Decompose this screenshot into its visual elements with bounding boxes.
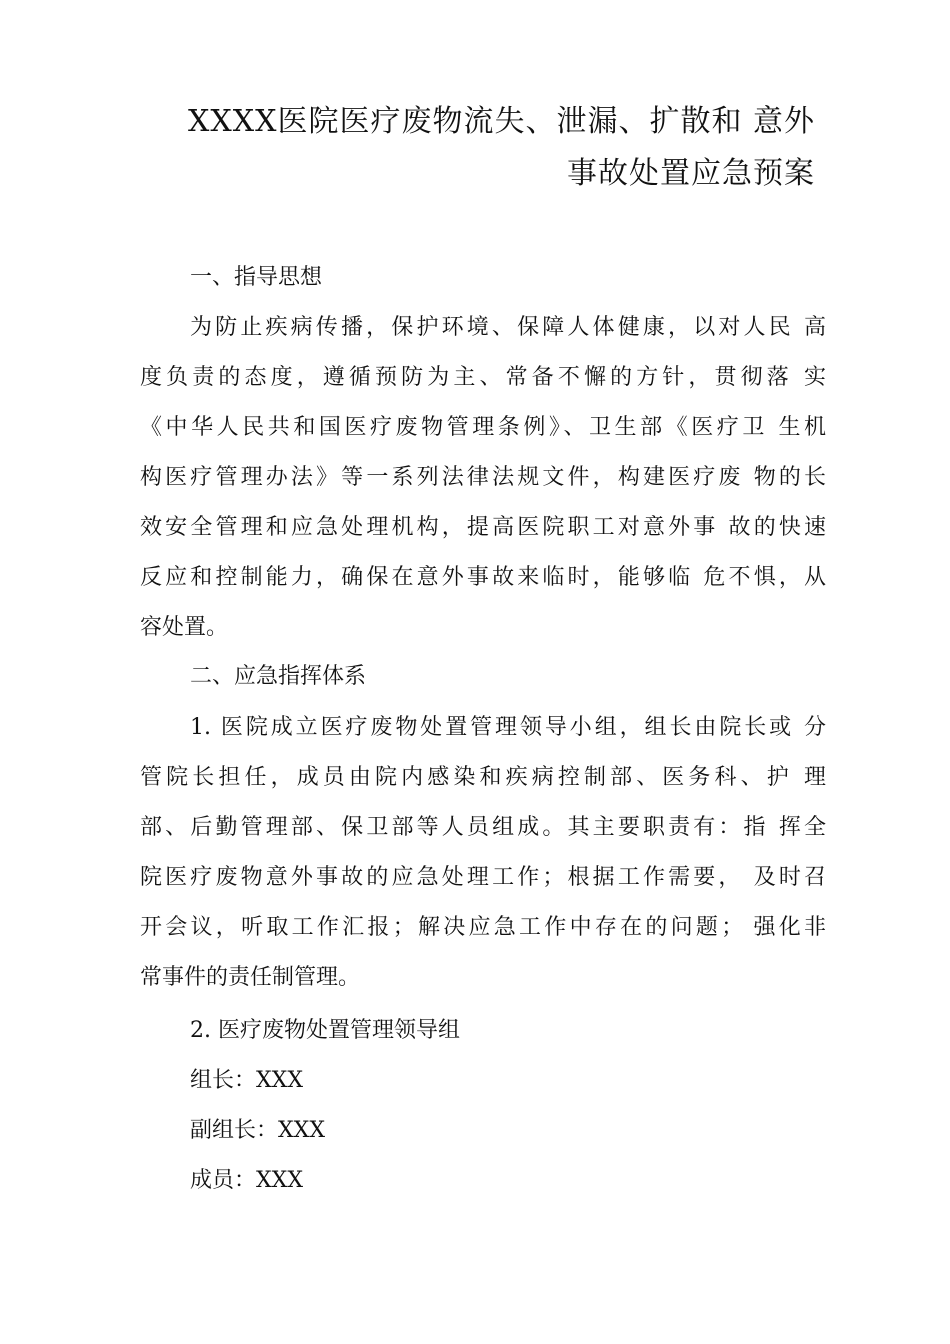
paragraph-line: 构医疗管理办法》等一系列法律法规文件，构建医疗废 物的长: [140, 465, 826, 490]
paragraph-line: 管院长担任，成员由院内感染和疾病控制部、医务科、护 理: [140, 765, 826, 790]
paragraph-line: 《中华人民共和国医疗废物管理条例》、卫生部《医疗卫 生机: [140, 415, 826, 440]
paragraph-line: 反应和控制能力，确保在意外事故来临时，能够临 危不惧，从: [140, 565, 826, 590]
document-title-line-2: 事故处置应急预案: [567, 156, 815, 191]
paragraph-line: 度负责的态度，遵循预防为主、常备不懈的方针，贯彻落 实: [140, 365, 826, 390]
paragraph-line: 容处置。: [140, 615, 229, 640]
paragraph-line: 院医疗废物意外事故的应急处理工作；根据工作需要， 及时召: [140, 865, 826, 890]
paragraph-line: 开会议，听取工作汇报；解决应急工作中存在的问题； 强化非: [140, 915, 826, 940]
leader-entry: 组长：XXX: [190, 1068, 303, 1093]
deputy-leader-entry: 副组长：XXX: [190, 1118, 325, 1143]
paragraph-line: 效安全管理和应急处理机构，提高医院职工对意外事 故的快速: [140, 515, 826, 540]
members-entry: 成员：XXX: [190, 1168, 303, 1193]
section-heading-guiding-ideology: 一、指导思想: [190, 265, 323, 290]
paragraph-line: 为防止疾病传播，保护环境、保障人体健康，以对人民 高: [190, 315, 826, 340]
section-heading-command-system: 二、应急指挥体系: [190, 664, 367, 689]
document-title-line-1: XXXX医院医疗废物流失、泄漏、扩散和 意外: [188, 104, 815, 139]
paragraph-line: 常事件的责任制管理。: [140, 965, 361, 990]
subsection-heading-leadership-group: 2. 医疗废物处置管理领导组: [190, 1018, 460, 1043]
paragraph-line: 1. 医院成立医疗废物处置管理领导小组，组长由院长或 分: [190, 715, 826, 740]
paragraph-line: 部、后勤管理部、保卫部等人员组成。其主要职责有：指 挥全: [140, 815, 826, 840]
